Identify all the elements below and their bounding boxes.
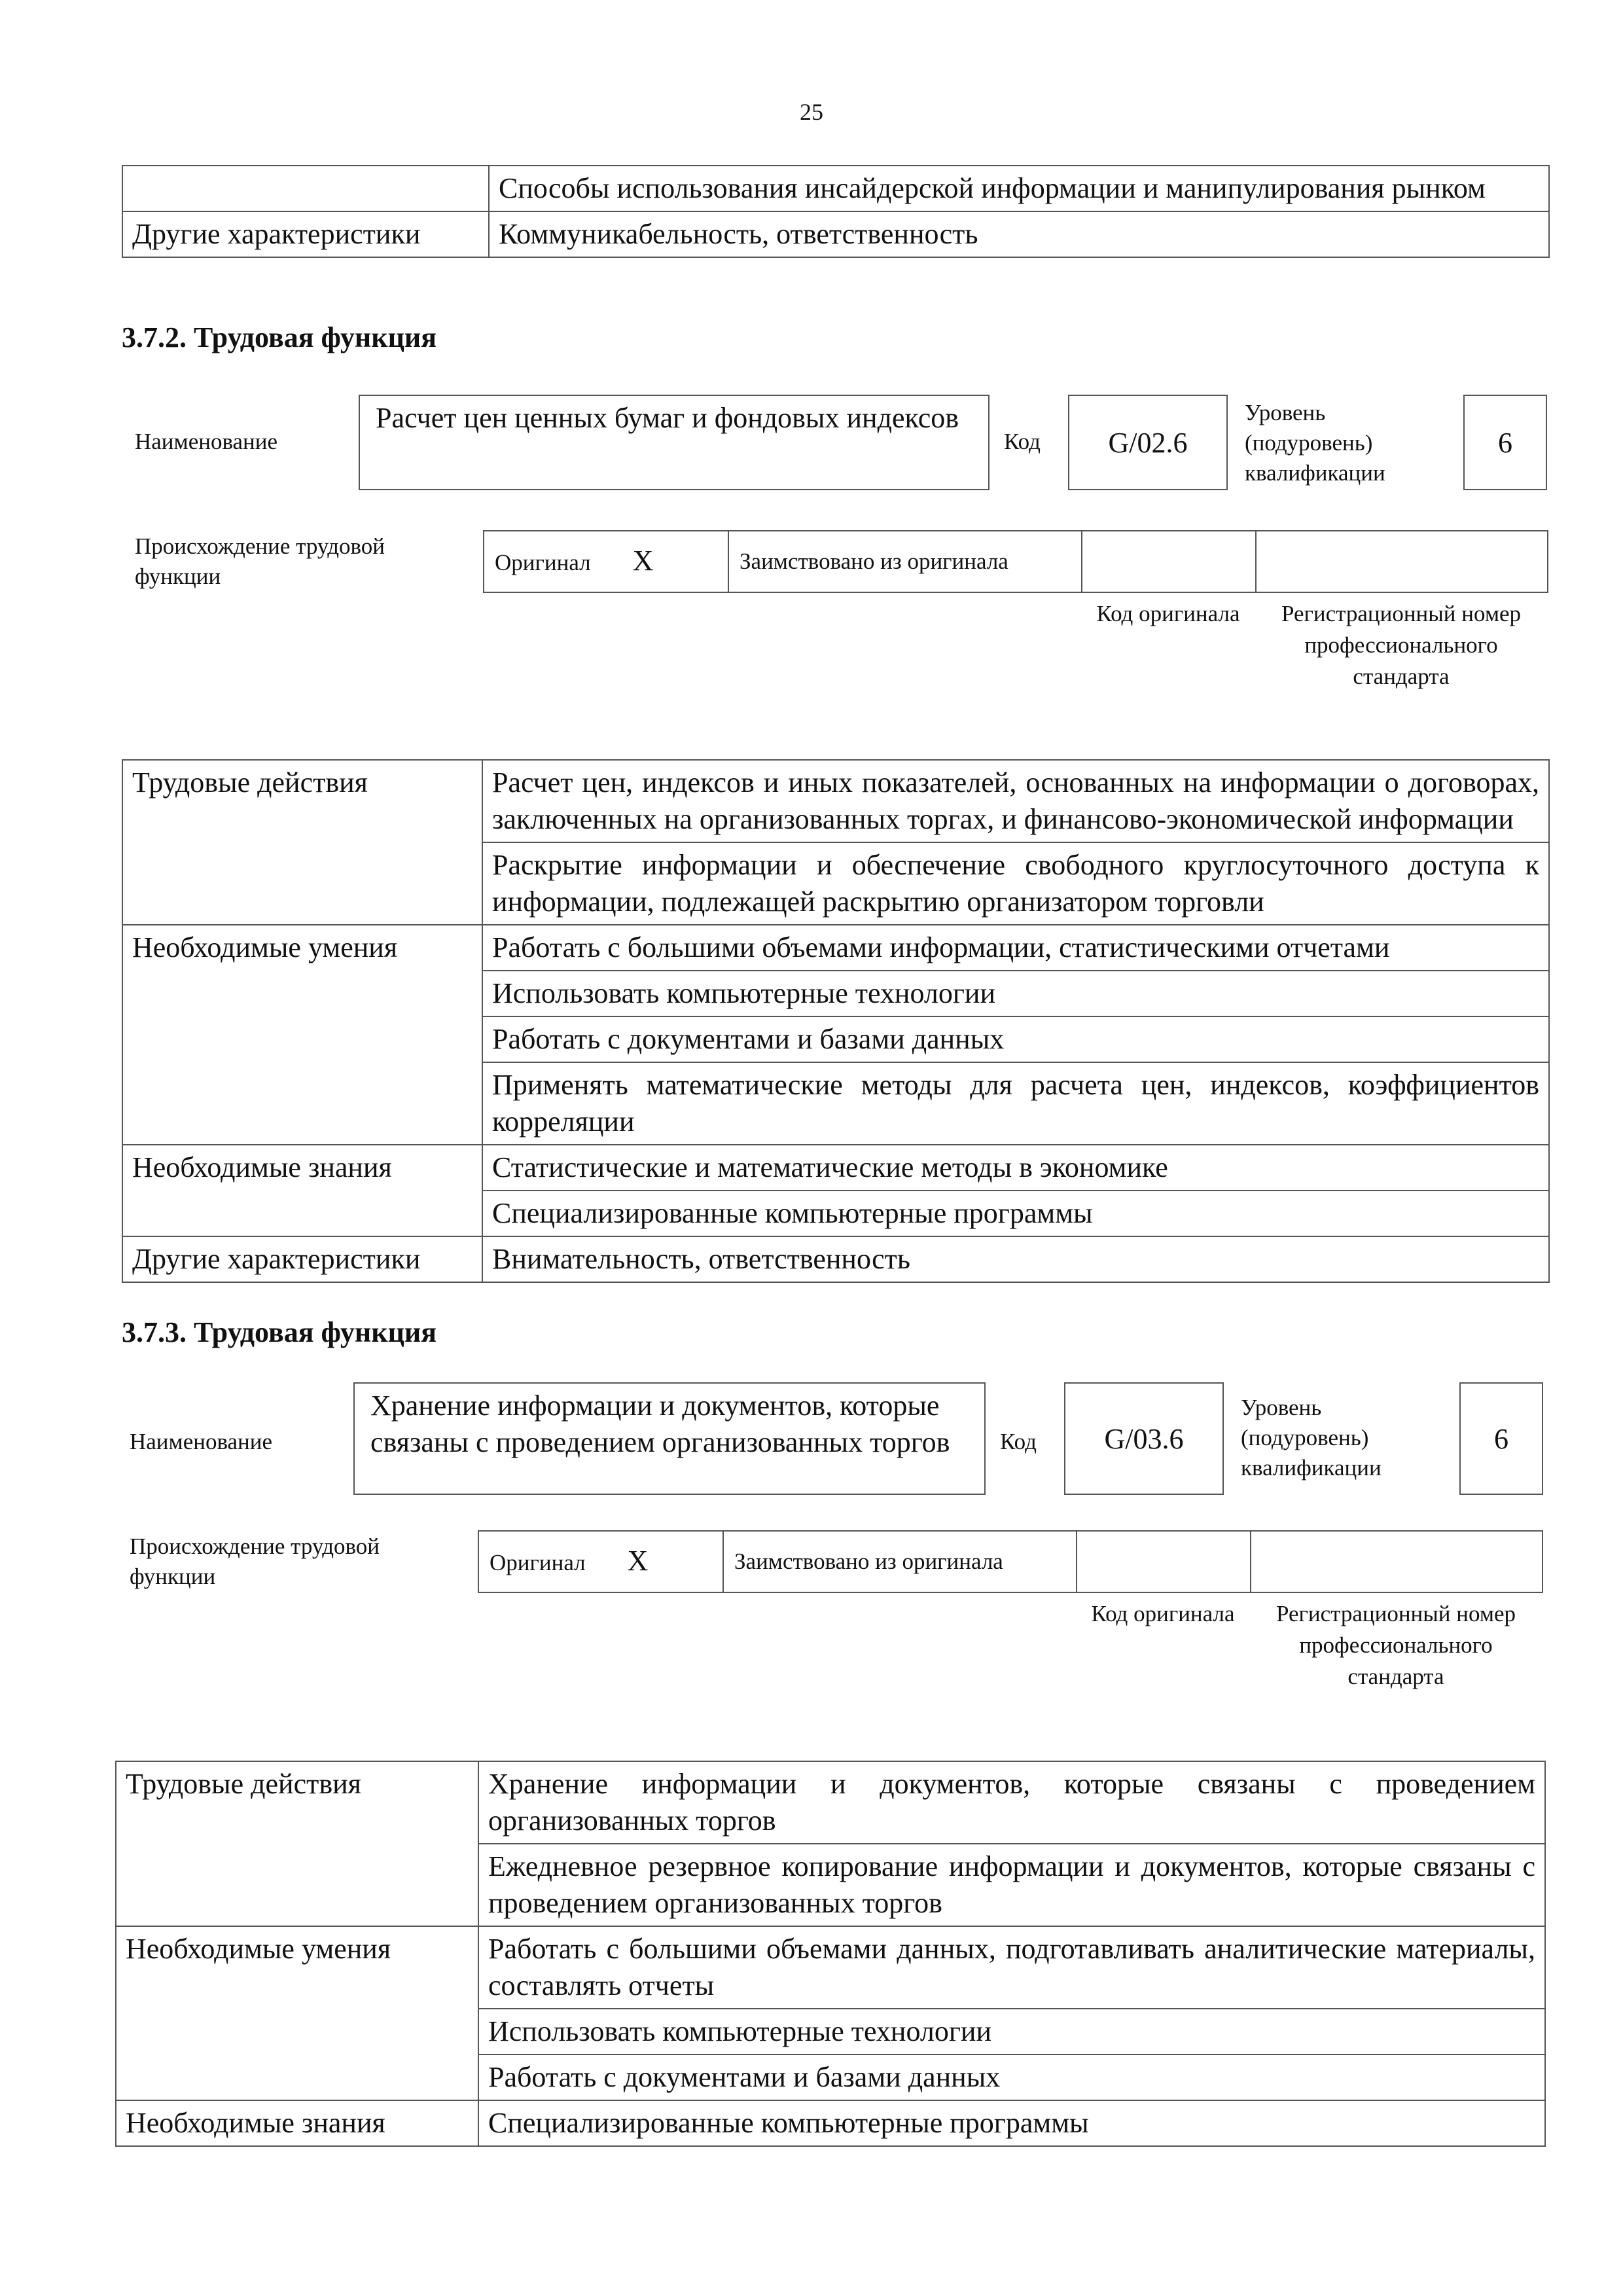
code-original-caption: Код оригинала <box>1096 601 1240 626</box>
level-value: 6 <box>1494 1422 1508 1455</box>
table-row <box>116 1926 1545 2009</box>
function-name: Расчет цен ценных бумаг и фондовых индексов <box>376 402 959 434</box>
code-box <box>1068 395 1228 490</box>
code-label: Код <box>1004 429 1041 454</box>
name-label: Наименование <box>130 1429 273 1454</box>
row-text: Работать с документами и базами данных <box>478 2054 1545 2100</box>
section-heading: 3.7.3. Трудовая функция <box>122 1316 437 1348</box>
reg-number-caption: Регистрационный номер профессионального стандарта <box>1281 601 1522 689</box>
row-label: Другие характеристики <box>122 1236 482 1282</box>
table-row <box>122 925 1549 971</box>
row-label: Трудовые действия <box>116 1761 478 1926</box>
original-label: Оригинал <box>490 1549 586 1575</box>
table-row <box>116 1761 1545 1844</box>
section-heading: 3.7.2. Трудовая функция <box>122 321 437 353</box>
borrowed-label: Заимствовано из оригинала <box>734 1549 1003 1574</box>
row-label: Другие характеристики <box>122 211 489 257</box>
original-mark: X <box>632 544 654 577</box>
section2-table <box>115 1761 1546 2147</box>
borrowed-cell <box>728 531 1082 592</box>
origin-label: Происхождение трудовой функции <box>135 533 385 589</box>
row-text: Статистические и математические методы в экономике <box>482 1145 1549 1191</box>
name-label: Наименование <box>135 429 278 454</box>
original-mark: X <box>627 1544 649 1577</box>
page-number: 25 <box>800 99 823 125</box>
row-text: Работать с большими объемами информации, статистическими отчетами <box>482 925 1549 971</box>
row-text: Применять математические методы для расчета цен, индексов, коэффициентов корреляции <box>482 1062 1549 1145</box>
original-label: Оригинал <box>495 549 591 575</box>
level-box <box>1463 395 1547 490</box>
original-cell <box>484 531 728 592</box>
row-text: Специализированные компьютерные программы <box>478 2100 1545 2146</box>
table-row <box>122 166 1549 211</box>
table-row <box>122 211 1549 257</box>
code-label: Код <box>1000 1429 1037 1454</box>
row-label: Необходимые знания <box>116 2100 478 2146</box>
row-text: Способы использования инсайдерской информации и манипулирования рынком <box>489 166 1549 211</box>
function-name: Хранение информации и документов, которые связаны с проведением организованных торгов <box>370 1390 950 1458</box>
row-label: Необходимые умения <box>116 1926 478 2100</box>
row-text: Коммуникабельность, ответственность <box>489 211 1549 257</box>
row-text: Работать с документами и базами данных <box>482 1016 1549 1062</box>
row-label: Трудовые действия <box>122 760 482 925</box>
code-value: G/02.6 <box>1108 426 1188 459</box>
row-label: Необходимые умения <box>122 925 482 1145</box>
row-label <box>122 166 489 211</box>
level-label: Уровень (подуровень) квалификации <box>1245 400 1385 486</box>
borrowed-cell <box>723 1531 1077 1592</box>
row-text: Работать с большими объемами данных, подготавливать аналитические материалы, составлять отчеты <box>478 1926 1545 2009</box>
table-row <box>116 2100 1545 2146</box>
code-original-cell <box>1077 1531 1251 1592</box>
row-text: Внимательность, ответственность <box>482 1236 1549 1282</box>
row-text: Раскрытие информации и обеспечение свободного круглосуточного доступа к информации, подлежащей раскрытию организатором торговли <box>482 842 1549 925</box>
code-original-caption: Код оригинала <box>1091 1601 1235 1626</box>
reg-number-cell <box>1256 531 1548 592</box>
original-cell <box>478 1531 723 1592</box>
table-row <box>122 760 1549 842</box>
reg-number-caption: Регистрационный номер профессионального стандарта <box>1275 1601 1516 1689</box>
reg-number-cell <box>1251 1531 1543 1592</box>
origin-table <box>478 1530 1543 1593</box>
level-label: Уровень (подуровень) квалификации <box>1241 1395 1382 1480</box>
row-text: Использовать компьютерные технологии <box>482 971 1549 1016</box>
borrowed-label: Заимствовано из оригинала <box>740 548 1008 574</box>
code-value: G/03.6 <box>1104 1422 1184 1455</box>
origin-table <box>483 530 1548 593</box>
code-box <box>1064 1382 1224 1495</box>
function-name-box <box>359 395 990 490</box>
code-original-cell <box>1082 531 1256 592</box>
row-text: Использовать компьютерные технологии <box>478 2009 1545 2054</box>
row-label: Необходимые знания <box>122 1145 482 1236</box>
level-box <box>1459 1382 1543 1495</box>
row-text: Специализированные компьютерные программы <box>482 1191 1549 1236</box>
section1-table <box>122 759 1550 1283</box>
function-name-box <box>353 1382 986 1495</box>
table-row <box>122 1145 1549 1191</box>
origin-label: Происхождение трудовой функции <box>130 1534 380 1589</box>
row-text: Расчет цен, индексов и иных показателей, основанных на информации о договорах, заключенных на организованных торгах, и финансово-экономической информации <box>482 760 1549 842</box>
row-text: Ежедневное резервное копирование информации и документов, которые связаны с проведением организованных торгов <box>478 1844 1545 1926</box>
table-row <box>122 1236 1549 1282</box>
top-table <box>122 165 1550 258</box>
row-text: Хранение информации и документов, которые связаны с проведением организованных торгов <box>478 1761 1545 1844</box>
level-value: 6 <box>1498 426 1512 459</box>
